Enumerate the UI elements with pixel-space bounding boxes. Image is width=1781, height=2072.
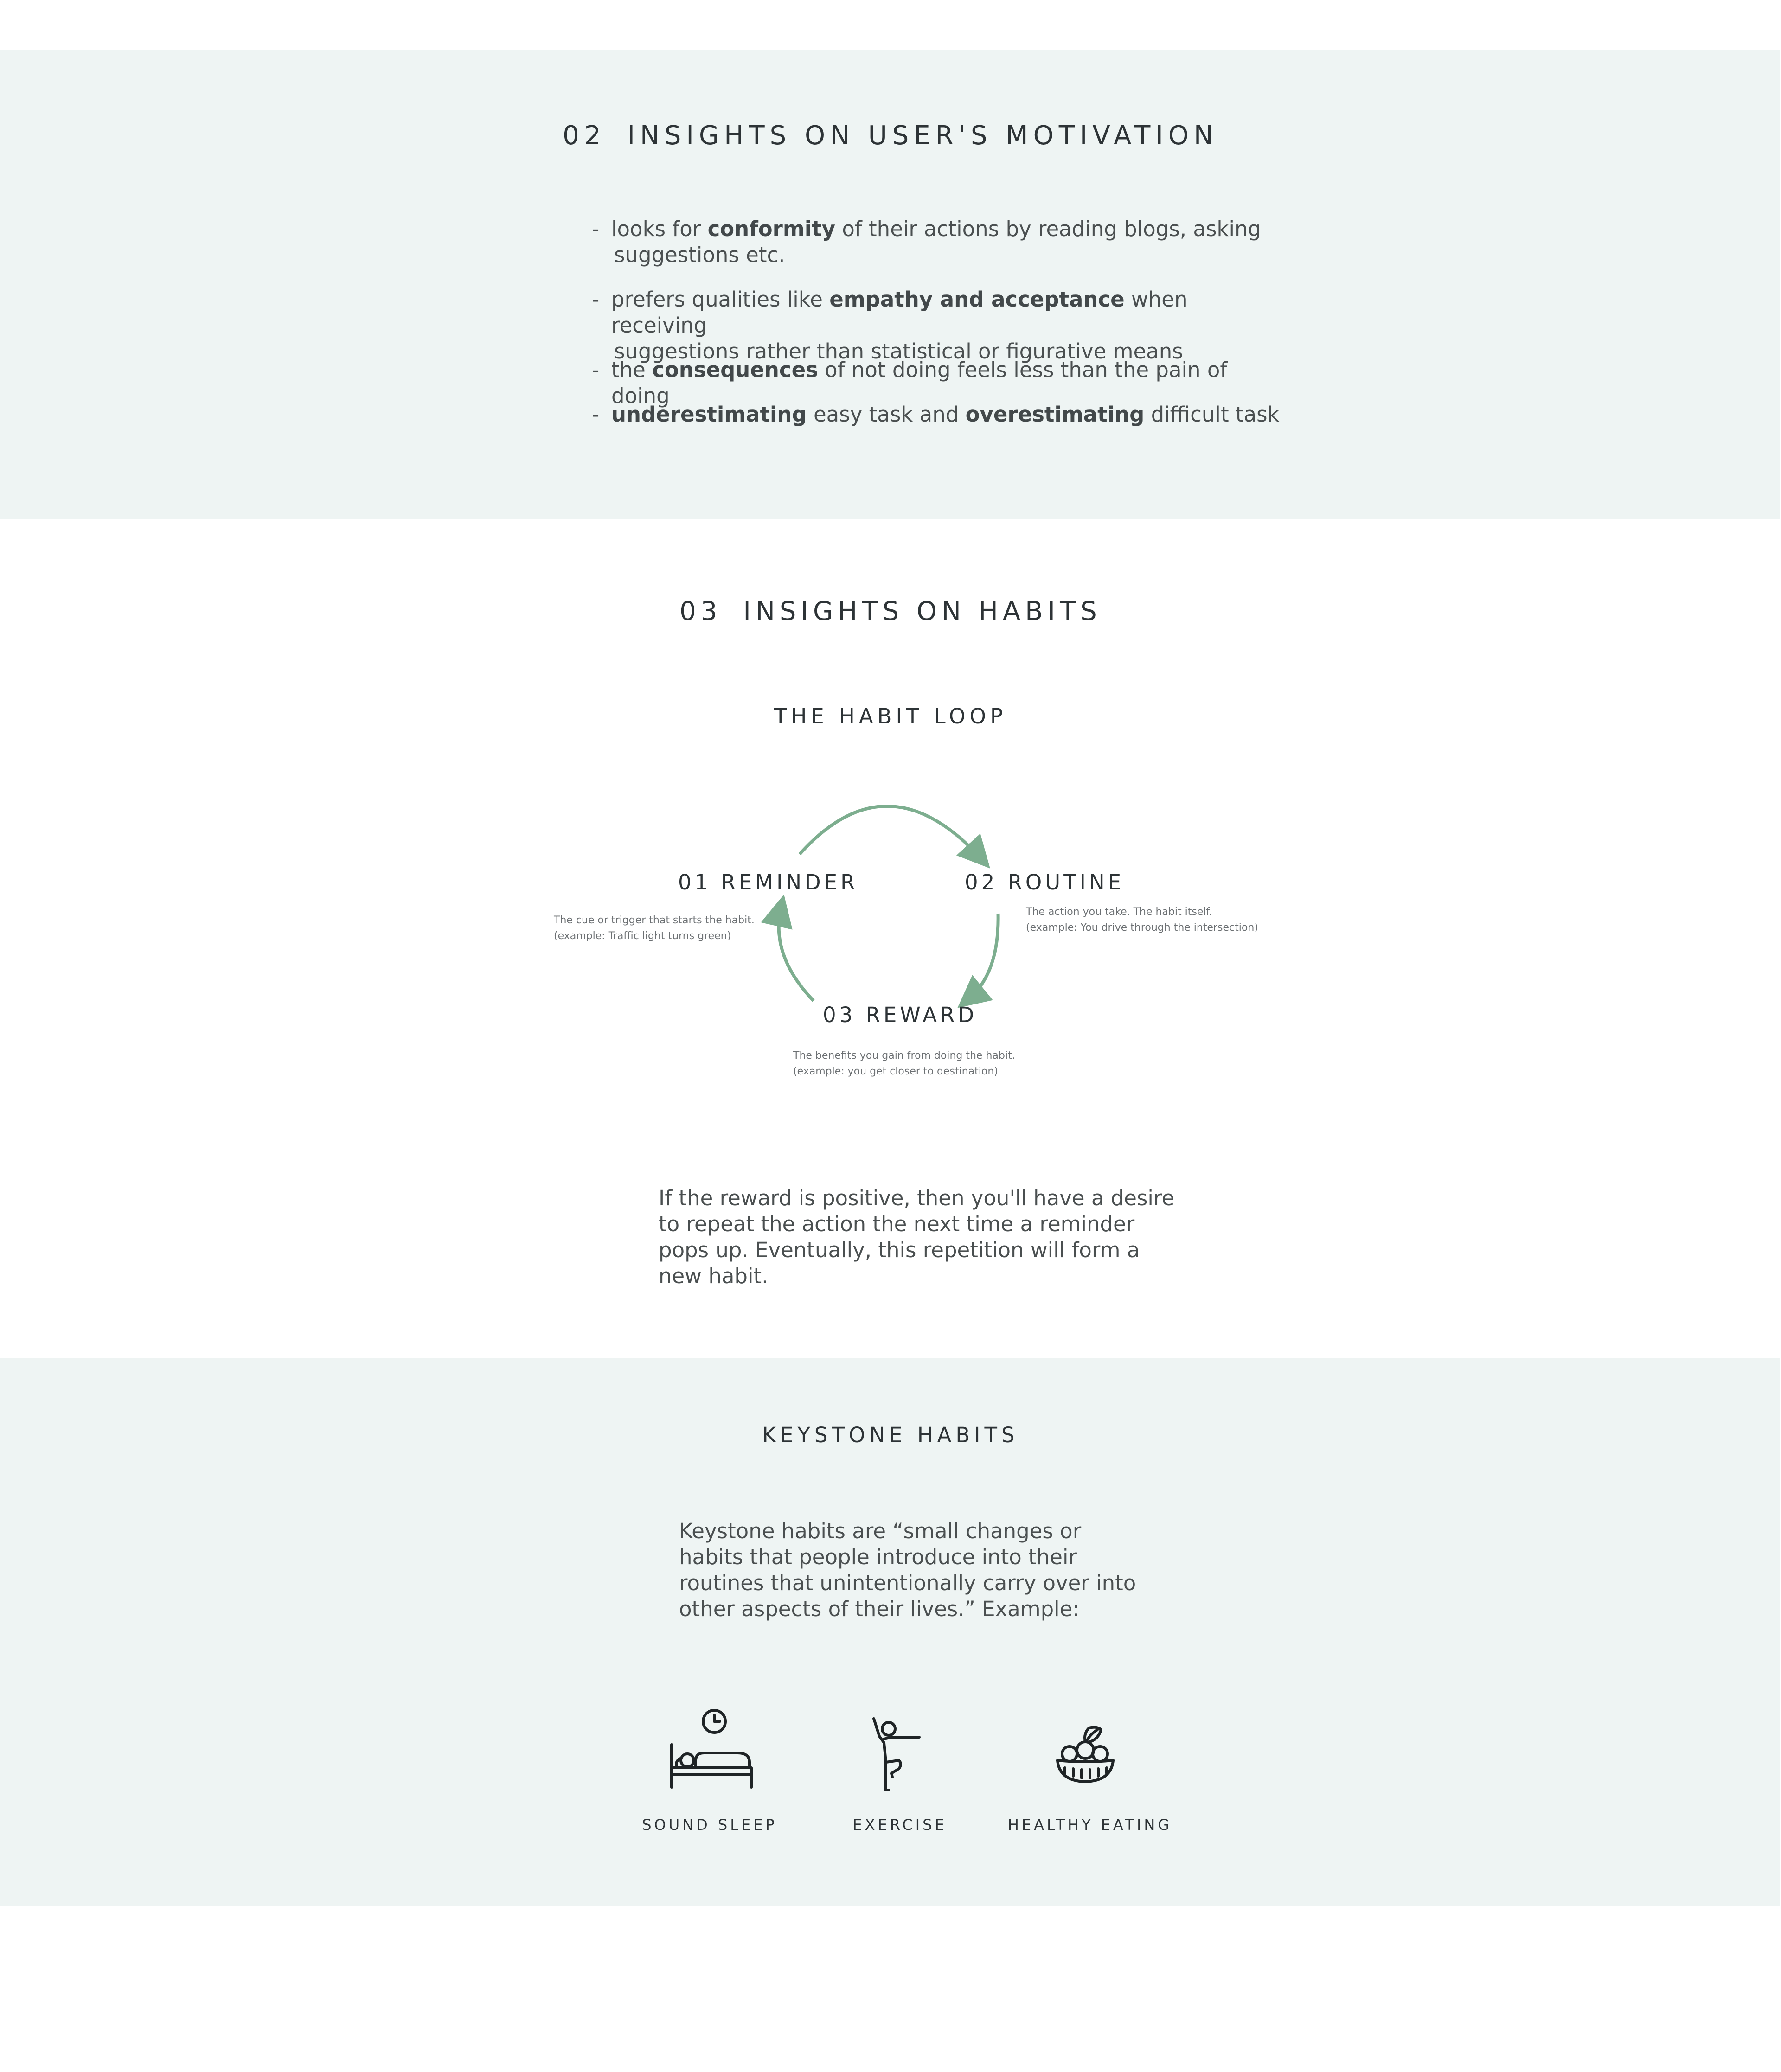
description-example: (example: You drive through the intersection) [1026, 922, 1258, 934]
bullet-dash: - [592, 358, 600, 382]
bullet-continuation: suggestions etc. [614, 243, 785, 267]
habit-reward-paragraph: If the reward is positive, then you'll have a desire to repeat the action the next time a reminder pops up. Eventually, this repetition will form a new habit. [659, 1186, 1175, 1288]
keystone-heading: KEYSTONE HABITS [762, 1423, 1019, 1447]
stage-reward-label: 03 REWARD [823, 1003, 977, 1027]
arrow-reminder-to-routine [800, 806, 981, 859]
motivation-bullet [592, 402, 1288, 428]
arrow-reward-to-reminder [779, 907, 814, 1001]
stretching-person-icon [870, 1716, 926, 1795]
description-example: (example: you get closer to destination) [793, 1066, 998, 1077]
bed-clock-icon [668, 1707, 756, 1790]
bullet-text [611, 216, 1288, 268]
bullet-text-part: difficult task [1144, 402, 1280, 427]
stage-routine-label: 02 ROUTINE [965, 870, 1125, 895]
bullet-dash: - [592, 217, 600, 241]
bullet-text [611, 287, 1288, 365]
motivation-bullet [592, 216, 1288, 268]
bullet-dash: - [592, 287, 600, 312]
arrow-routine-to-reward [967, 914, 998, 1000]
habit-loop-title: THE HABIT LOOP [774, 704, 1007, 729]
bullet-text-part: prefers qualities like [611, 287, 830, 312]
example-label-exercise: EXERCISE [852, 1816, 947, 1834]
description-example: (example: Traffic light turns green) [554, 930, 731, 942]
description-line: The cue or trigger that starts the habit. [554, 914, 755, 926]
habits-section-title: INSIGHTS ON HABITS [743, 596, 1102, 627]
bullet-text-part: when receiving [611, 287, 1188, 338]
bullet-emphasis: overestimating [965, 402, 1145, 427]
bullet-emphasis: conformity [707, 217, 836, 241]
example-label-healthy-eating: HEALTHY EATING [1007, 1816, 1172, 1834]
bullet-continuation: suggestions rather than statistical or figurative means [614, 339, 1183, 364]
motivation-heading [0, 121, 1781, 151]
bullet-emphasis: empathy and acceptance [829, 287, 1125, 312]
habits-section-number: 03 [679, 596, 722, 627]
bullet-text-part: of their actions by reading blogs, asking [835, 217, 1262, 241]
description-line: The action you take. The habit itself. [1026, 906, 1212, 918]
habits-heading [0, 596, 1781, 627]
stage-reward-description [793, 1048, 1015, 1080]
bullet-text-part: looks for [611, 217, 708, 241]
stage-routine-description [1026, 904, 1258, 936]
bullet-emphasis: consequences [652, 358, 818, 382]
motivation-section-number: 02 [563, 121, 606, 151]
fruit-basket-icon [1053, 1723, 1118, 1788]
bullet-text-part: the [611, 358, 653, 382]
bullet-text [611, 402, 1288, 428]
motivation-bullet [592, 287, 1288, 365]
motivation-section-title: INSIGHTS ON USER'S MOTIVATION [627, 121, 1218, 151]
bullet-text-part: of not doing feels less than the pain of doing [611, 358, 1228, 408]
bullet-text-part: easy task and [807, 402, 966, 427]
example-label-sound-sleep: SOUND SLEEP [642, 1816, 777, 1834]
description-line: The benefits you gain from doing the habit. [793, 1050, 1015, 1062]
stage-reminder-label: 01 REMINDER [678, 870, 858, 895]
bullet-dash: - [592, 402, 600, 427]
keystone-paragraph: Keystone habits are “small changes or habits that people introduce into their routines that unintentionally carry over into other aspects of their lives.” Example: [679, 1519, 1136, 1621]
bullet-emphasis: underestimating [611, 402, 807, 427]
stage-reminder-description [554, 913, 755, 944]
